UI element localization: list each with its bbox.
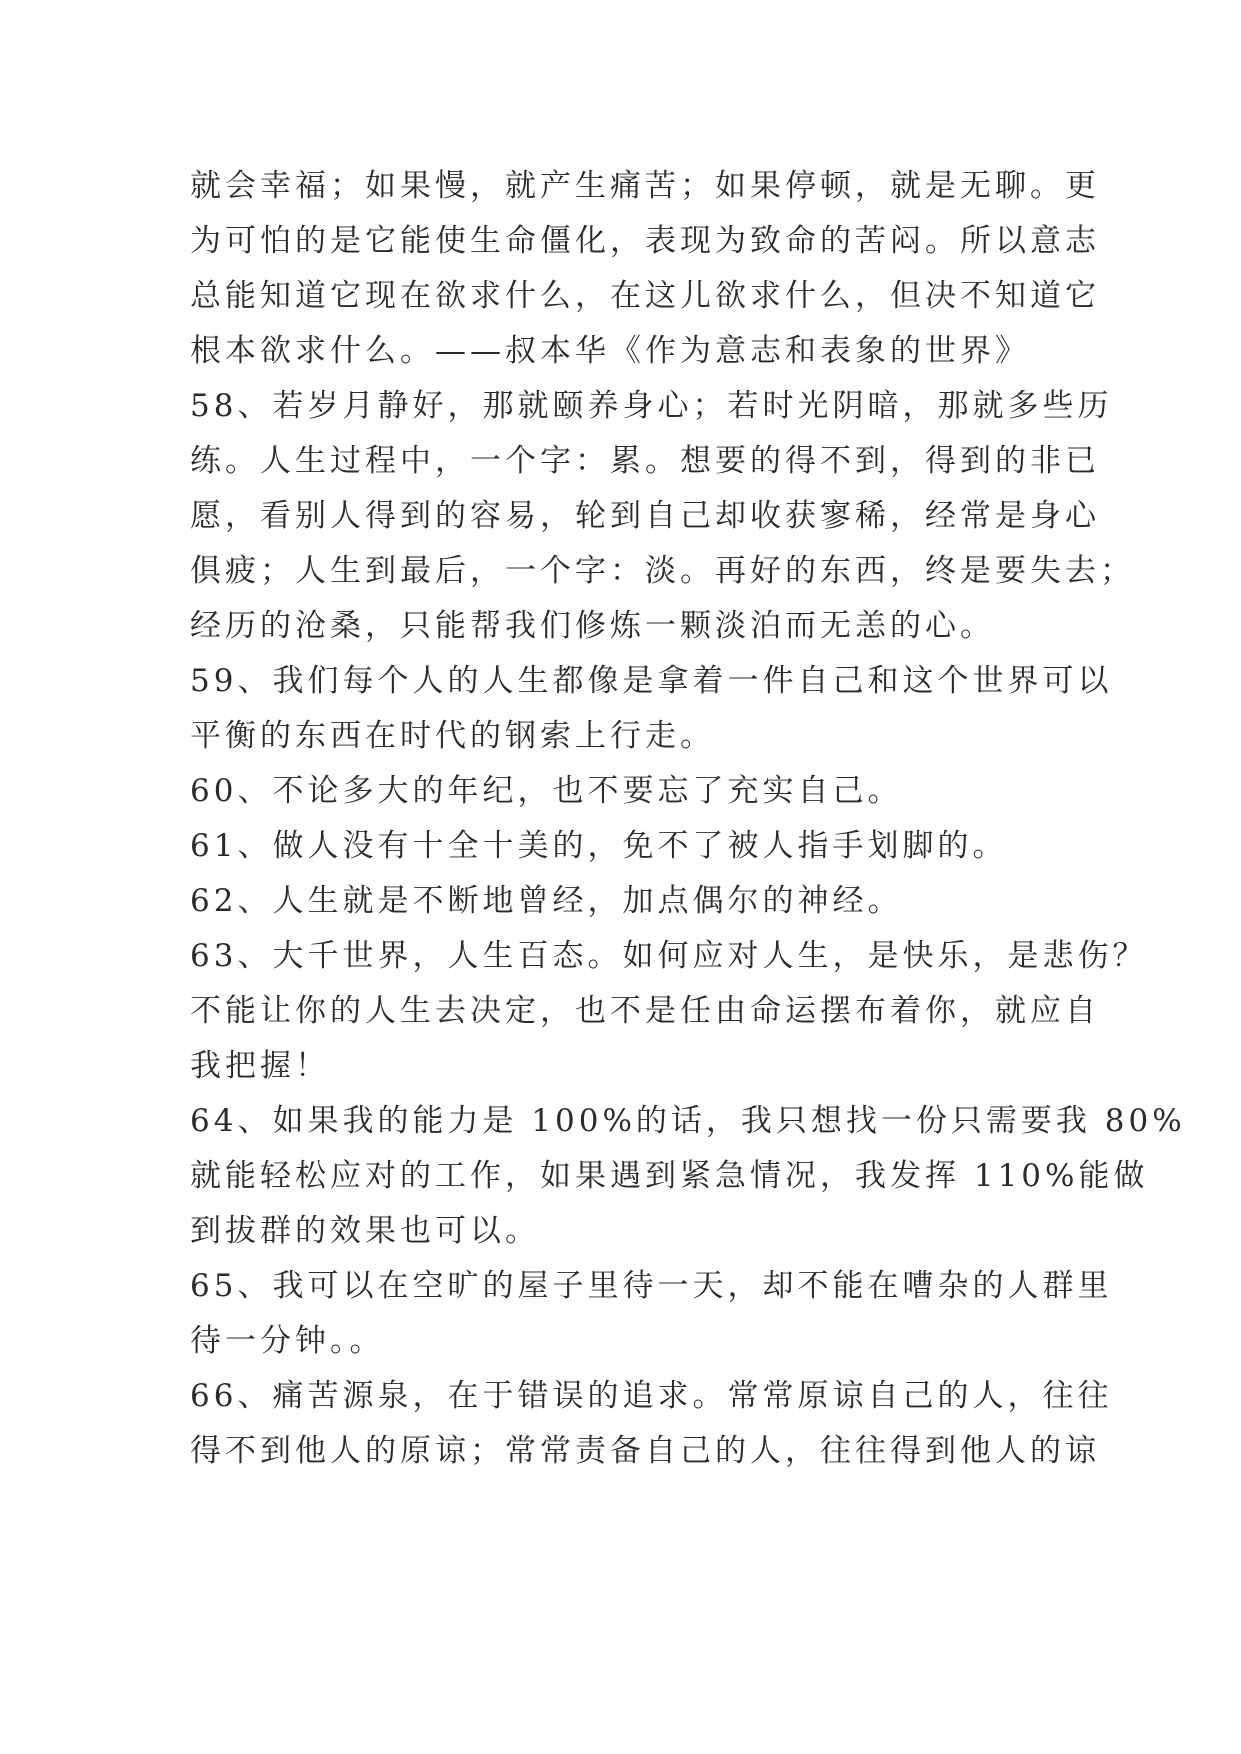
paragraph-65-start: 65、我可以在空旷的屋子里待一天，却不能在嘈杂的人群里 — [190, 1268, 1113, 1304]
text-line: 我把握！ — [190, 1048, 330, 1084]
text-line: 就会幸福；如果慢，就产生痛苦；如果停顿，就是无聊。更 — [190, 168, 1100, 204]
paragraph-60: 60、不论多大的年纪，也不要忘了充实自己。 — [190, 773, 903, 809]
text-line: 为可怕的是它能使生命僵化，表现为致命的苦闷。所以意志 — [190, 223, 1100, 259]
paragraph-61: 61、做人没有十全十美的，免不了被人指手划脚的。 — [190, 828, 1008, 864]
document-body — [190, 159, 1186, 1479]
text-line: 根本欲求什么。——叔本华《作为意志和表象的世界》 — [190, 333, 1030, 369]
text-line: 练。人生过程中，一个字：累。想要的得不到，得到的非已 — [190, 443, 1100, 479]
paragraph-64-start: 64、如果我的能力是 100%的话，我只想找一份只需要我 80% — [190, 1103, 1186, 1139]
paragraph-66-start: 66、痛苦源泉，在于错误的追求。常常原谅自己的人，往往 — [190, 1378, 1113, 1414]
text-line: 到拔群的效果也可以。 — [190, 1213, 540, 1249]
text-line: 得不到他人的原谅；常常责备自己的人，往往得到他人的谅 — [190, 1433, 1100, 1469]
text-line: 就能轻松应对的工作，如果遇到紧急情况，我发挥 110%能做 — [190, 1158, 1149, 1194]
paragraph-62: 62、人生就是不断地曾经，加点偶尔的神经。 — [190, 883, 903, 919]
paragraph-59-start: 59、我们每个人的人生都像是拿着一件自己和这个世界可以 — [190, 663, 1113, 699]
text-line: 经历的沧桑，只能帮我们修炼一颗淡泊而无恙的心。 — [190, 608, 995, 644]
text-line: 待一分钟。。 — [190, 1323, 385, 1359]
text-line: 平衡的东西在时代的钢索上行走。 — [190, 718, 715, 754]
text-line: 不能让你的人生去决定，也不是任由命运摆布着你，就应自 — [190, 993, 1100, 1029]
text-line: 俱疲；人生到最后，一个字：淡。再好的东西，终是要失去； — [190, 553, 1135, 589]
paragraph-63-start: 63、大千世界，人生百态。如何应对人生，是快乐，是悲伤？ — [190, 938, 1148, 974]
paragraph-58-start: 58、若岁月静好，那就颐养身心；若时光阴暗，那就多些历 — [190, 388, 1113, 424]
text-line: 总能知道它现在欲求什么，在这儿欲求什么，但决不知道它 — [190, 278, 1100, 314]
text-line: 愿，看别人得到的容易，轮到自己却收获寥稀，经常是身心 — [190, 498, 1100, 534]
